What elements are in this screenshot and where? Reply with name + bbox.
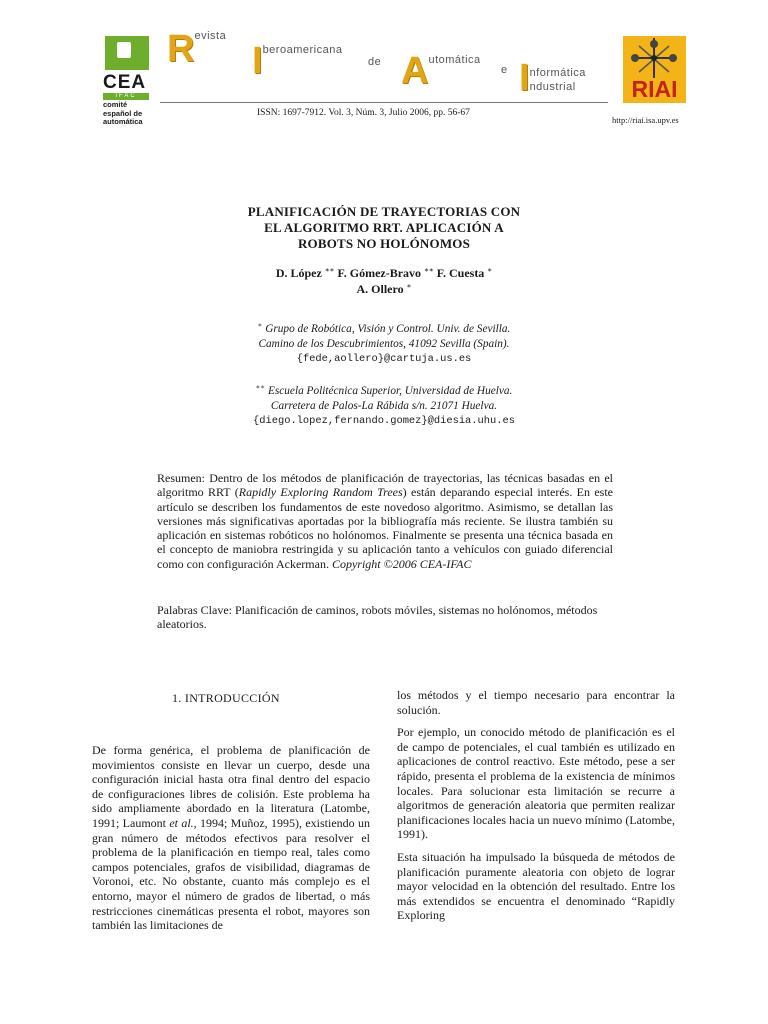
abstract bbox=[157, 471, 613, 571]
journal-title-word-e: e bbox=[501, 64, 508, 76]
authors bbox=[0, 265, 768, 297]
journal-title-word-revista: $R^{evista}$ bbox=[167, 28, 227, 70]
author-2: F. Gómez-Bravo bbox=[337, 266, 422, 280]
abstract-text-2: ) están deparando especial interés. En este artículo se describen los fundamentos de este novedoso algoritmo. Asimismo, se detallan las versiones más significativas aportadas por la bibliografía más reciente. Se ilustra también su aplicación en sistemas robóticos no holónomos. Finalmente se presenta una técnica basada en el concepto de maniobra restringida y su aplicación tanto a vehículos con guiado diferencial como con configuración Ackerman. bbox=[157, 485, 613, 571]
cea-logo-icon bbox=[105, 36, 149, 70]
section-heading-introduccion: 1. INTRODUCCIÓN bbox=[172, 691, 280, 705]
right-paragraph-1: Por ejemplo, un conocido método de planificación es el de campo de potenciales, el cual también es utilizado en aplicaciones de control reactivo. Este método, pese a ser rápido, presenta el problema de la existencia de mínimos locales. Para solucionar esta limitación se recurre a algoritmos de generación aleatoria que permiten realizar planificaciones locales hacia un nuevo mínimo (Latombe, 1991). bbox=[397, 725, 675, 842]
issn-line: ISSN: 1697-7912. Vol. 3, Núm. 3, Julio 2006, pp. 56-67 bbox=[257, 108, 470, 118]
journal-title-word-automatica: $A^{utomática}$ bbox=[401, 50, 481, 92]
title-line-1: PLANIFICACIÓN DE TRAYECTORIAS CON bbox=[247, 204, 521, 219]
title-line-2: EL ALGORITMO RRT. APLICACIÓN A bbox=[264, 220, 504, 235]
affiliation-1-mark: ∗ bbox=[257, 321, 263, 330]
author-1: D. López bbox=[275, 266, 322, 280]
affiliation-2-email[interactable]: {diego.lopez,fernando.gomez}@diesia.uhu.es bbox=[253, 415, 515, 427]
author-2-mark: ∗∗ bbox=[424, 266, 434, 274]
abstract-rrt-expansion: Rapidly Exploring Random Trees bbox=[238, 485, 403, 500]
affiliation-1 bbox=[0, 322, 768, 367]
title-line-3: ROBOTS NO HOLÓNOMOS bbox=[297, 236, 471, 251]
header-rule bbox=[160, 102, 608, 103]
author-4-mark: ∗ bbox=[406, 282, 412, 290]
left-paragraph-1: De forma genérica, el problema de planificación de movimientos consiste en llevar un cuerpo, desde una configuración inicial hasta otra final dentro del espacio de configuraciones libres de colisión. Este problema ha sido ampliamente abordado en la literatura (Latombe, 1991; Laumont et al., 1994; Muñoz, 1995), existiendo un gran número de métodos efectivos para resolver el problema de la planificación en tiempo real, tales como campos potenciales, grafos de visibilidad, diagramas de Voronoi, etc. No obstante, cuanto más complejo es el entorno, mayor el número de grados de libertad, o más restricciones cinemáticas presenta el robot, mayores son también las limitaciones de bbox=[92, 743, 370, 933]
affiliation-1-email[interactable]: {fede,aollero}@cartuja.us.es bbox=[296, 353, 472, 365]
et-al: et al. bbox=[169, 815, 194, 830]
riai-antenna-icon bbox=[623, 36, 686, 80]
abstract-text-1: Resumen: Dentro de los métodos de planificación de trayectorias, las técnicas basadas en el algoritmo RRT ( bbox=[157, 471, 613, 500]
cea-logo bbox=[103, 36, 163, 126]
author-3-mark: ∗ bbox=[487, 266, 493, 274]
affiliation-1-line-1: Grupo de Robótica, Visión y Control. Univ. de Sevilla. bbox=[265, 323, 511, 335]
cea-subtitle-2: español de bbox=[103, 108, 143, 118]
cea-ifac-bar: IFAC bbox=[103, 93, 149, 100]
journal-url[interactable]: http://riai.isa.upv.es bbox=[612, 115, 679, 125]
journal-title-word-de: de bbox=[368, 56, 382, 68]
keywords: Palabras Clave: Planificación de caminos, robots móviles, sistemas no holónomos, métodos aleatorios. bbox=[157, 603, 598, 632]
journal-title-word-informatica-industrial: I nformática ndustrial bbox=[519, 57, 586, 99]
left-column bbox=[92, 743, 370, 941]
affiliation-2-line-1: Escuela Politécnica Superior, Universidad de Huelva. bbox=[267, 385, 513, 397]
right-paragraph-2: Esta situación ha impulsado la búsqueda de métodos de planificación puramente aleatoria con objeto de lograr mayor velocidad en la obtención del resultado. Entre los más extendidos se encuentra el denominado “Rapidly Exploring bbox=[397, 849, 675, 923]
paper-title bbox=[0, 204, 768, 252]
riai-logo-text: RIAI bbox=[631, 76, 678, 102]
affiliation-1-line-2: Camino de los Descubrimientos, 41092 Sevilla (Spain). bbox=[258, 338, 510, 350]
affiliation-2 bbox=[0, 384, 768, 429]
riai-logo bbox=[623, 36, 686, 103]
affiliation-2-mark: ∗∗ bbox=[255, 383, 266, 392]
cea-subtitle-3: automática bbox=[103, 117, 143, 126]
affiliation-2-line-2: Carretera de Palos-La Rábida s/n. 21071 Huelva. bbox=[270, 400, 498, 412]
author-3: F. Cuesta bbox=[436, 266, 485, 280]
author-1-mark: ∗∗ bbox=[324, 266, 335, 274]
abstract-copyright: Copyright ©2006 CEA-IFAC bbox=[331, 556, 472, 571]
author-4: A. Ollero bbox=[356, 282, 404, 296]
cea-subtitle-1: comité bbox=[103, 100, 128, 109]
right-column bbox=[397, 688, 675, 931]
journal-title-word-iberoamericana: $I^{beroamericana}$ bbox=[252, 40, 343, 82]
cea-acronym: CEA bbox=[103, 72, 147, 93]
right-paragraph-0: los métodos y el tiempo necesario para encontrar la solución. bbox=[397, 688, 675, 717]
